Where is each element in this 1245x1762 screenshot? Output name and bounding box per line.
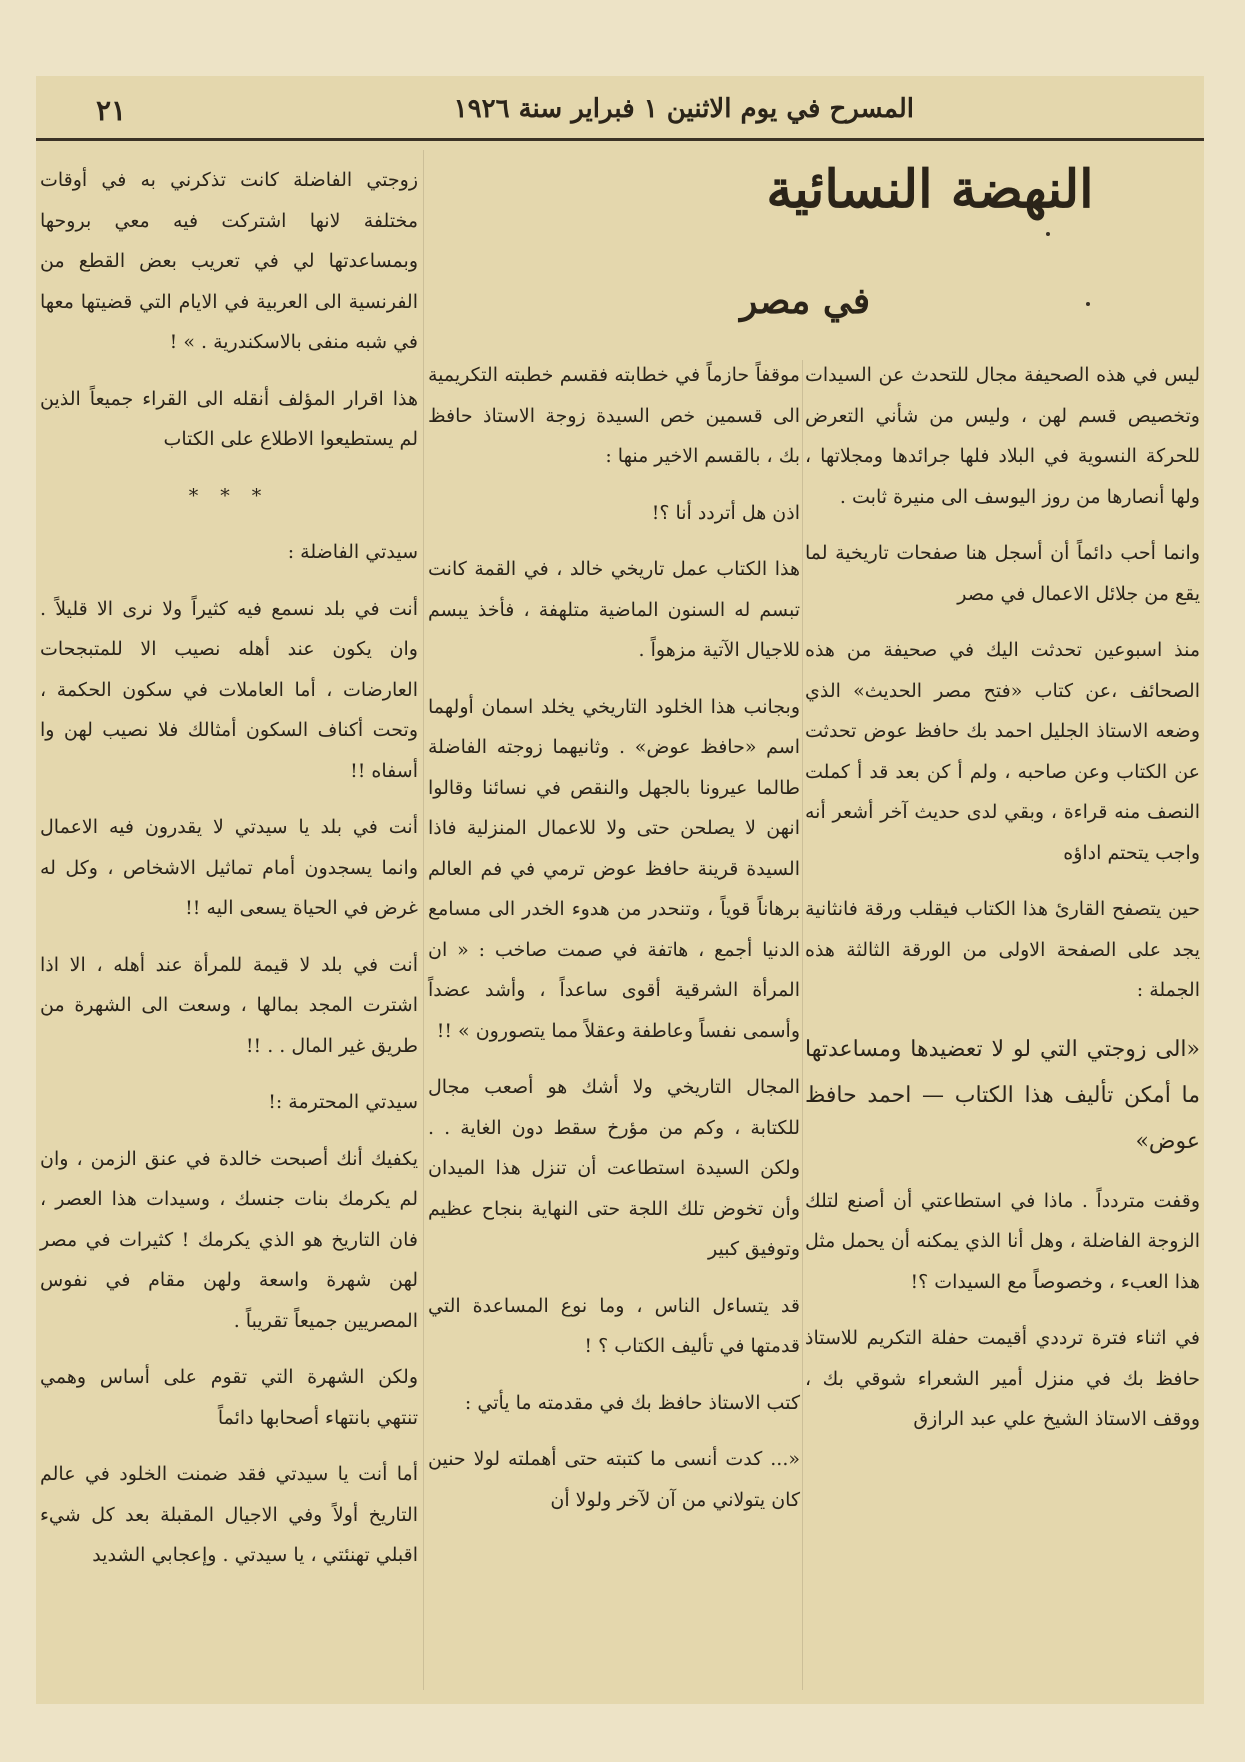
paragraph: هذا الكتاب عمل تاريخي خالد ، في القمة كانت تبسم له السنون الماضية متلهفة ، فأخذ يبسم للاجيال الآتية مزهواً . (428, 558, 800, 661)
paragraph: موقفاً حازماً في خطابته فقسم خطبته التكريمية الى قسمين خص السيدة زوجة الاستاذ حافظ بك ، بالقسم الاخير منها : (428, 364, 800, 467)
paragraph: المجال التاريخي ولا أشك هو أصعب مجال للكتابة ، وكم من مؤرخ سقط دون الغاية . . ولكن السيدة استطاعت أن تنزل هذا الميدان وأن تخوض تلك اللجة حتى النهاية بنجاح عظيم وتوفيق كبير (428, 1076, 800, 1260)
paragraph: كتب الاستاذ حافظ بك في مقدمته ما يأتي : (464, 1391, 800, 1414)
column-right (805, 355, 1200, 1456)
paragraph: ولكن الشهرة التي تقوم على أساس وهمي تنتهي بانتهاء أصحابها دائماً (40, 1366, 418, 1429)
paragraph: حين يتصفح القارئ هذا الكتاب فيقلب ورقة فانثانية يجد على الصفحة الاولى من الورقة الثالثة هذه الجملة : (805, 898, 1200, 1001)
paragraph: وقفت متردداً . ماذا في استطاعتي أن أصنع لتلك الزوجة الفاضلة ، وهل أنا الذي يمكنه أن يحمل مثل هذا العبء ، وخصوصاً مع السيدات ؟! (805, 1189, 1200, 1293)
running-head: المسرح في يوم الاثنين ١ فبراير سنة ١٩٢٦ (453, 94, 914, 124)
salutation: سيدتي الفاضلة : (287, 541, 418, 563)
paragraph: زوجتي الفاضلة كانت تذكرني به في أوقات مختلفة لانها اشتركت فيه معي بروحها وبمساعدتها لي في تعريب بعض القطع من الفرنسية الى العربية في الايام التي قضيتها معها في شبه منفى بالاسكندرية . » ! (40, 169, 418, 353)
column-gutter (423, 150, 424, 1690)
section-separator: * * * (188, 484, 270, 507)
column-gutter (802, 360, 803, 1690)
column-middle (428, 355, 800, 1536)
column-left (40, 160, 418, 1592)
paragraph: قد يتساءل الناس ، وما نوع المساعدة التي قدمتها في تأليف الكتاب ؟ ! (428, 1294, 800, 1357)
paragraph: أنت في بلد نسمع فيه كثيراً ولا نرى الا قليلاً . وان يكون عند أهله نصيب الا للمتبجحات العارضات ، أما العاملات في سكون الحكمة ، وتحت أكناف السكون أمثالك فلا نصيب لهن وا أسفاه !! (40, 597, 418, 782)
paragraph: «... كدت أنسى ما كتبته حتى أهملته لولا حنين كان يتولاني من آن لآخر ولولا أن (428, 1448, 800, 1511)
paragraph: يكفيك أنك أصبحت خالدة في عنق الزمن ، وان لم يكرمك بنات جنسك ، وسيدات هذا العصر ، فان التاريخ هو الذي يكرمك ! كثيرات في مصر لهن شهرة واسعة ولهن مقام في نفوس المصريين جميعاً تقريباً . (40, 1147, 418, 1332)
paragraph: هذا اقرار المؤلف أنقله الى القراء جميعاً الذين لم يستطيعوا الاطلاع على الكتاب (40, 387, 418, 450)
paragraph: أنت في بلد لا قيمة للمرأة عند أهله ، الا اذا اشترت المجد بمالها ، وسعت الى الشهرة من طريق غير المال . . !! (40, 953, 418, 1057)
salutation: سيدتي المحترمة :! (268, 1091, 418, 1113)
paragraph: منذ اسبوعين تحدثت اليك في صحيفة من هذه الصحائف ،عن كتاب «فتح مصر الحديث» الذي وضعه الاستاذ الجليل احمد بك حافظ عوض تحدثت عن الكتاب وعن صاحبه ، ولم أ كن بعد قد أ كملت النصف منه قراءة ، وبقي لدى حديث آخر أشعر أنه واجب يتحتم اداؤه (805, 639, 1200, 864)
paragraph: في اثناء فترة ترددي أقيمت حفلة التكريم للاستاذ حافظ بك في منزل أمير الشعراء شوقي بك ، ووقف الاستاذ الشيخ علي عبد الرازق (805, 1327, 1200, 1430)
page-number: ٢١ (96, 94, 127, 127)
ink-dot (1086, 302, 1090, 306)
paragraph: وانما أحب دائماً أن أسجل هنا صفحات تاريخية لما يقع من جلائل الاعمال في مصر (805, 542, 1200, 605)
ink-dot (1046, 232, 1050, 236)
article-subtitle: في مصر (739, 280, 871, 322)
paragraph: أنت في بلد يا سيدتي لا يقدرون فيه الاعمال وانما يسجدون أمام تماثيل الاشخاص ، وكل له غرض في الحياة يسعى اليه !! (40, 816, 418, 919)
article-title: النهضة النسائية (766, 159, 1094, 220)
dedication-quote: «الى زوجتي التي لو لا تعضيدها ومساعدتها ما أمكن تأليف هذا الكتاب — احمد حافظ عوض» (805, 1036, 1200, 1154)
paragraph: اذن هل أتردد أنا ؟! (651, 501, 800, 524)
header-rule (36, 138, 1204, 141)
paragraph: أما أنت يا سيدتي فقد ضمنت الخلود في عالم التاريخ أولاً وفي الاجيال المقبلة بعد كل شيء اقبلي تهنئتي ، يا سيدتي . وإعجابي الشديد (40, 1463, 418, 1566)
paragraph: ليس في هذه الصحيفة مجال للتحدث عن السيدات وتخصيص قسم لهن ، وليس من شأني التعرض للحركة النسوية في البلاد فلها جرائدها ومجلاتها ، ولها أنصارها من روز اليوسف الى منيرة ثابت . (805, 364, 1200, 508)
page-header (36, 88, 1204, 138)
paragraph: وبجانب هذا الخلود التاريخي يخلد اسمان أولهما اسم «حافظ عوض» . وثانيهما زوجته الفاضلة طالما عيرونا بالجهل والنقص في نسائنا وقالوا انهن لا يصلحن حتى ولا للاعمال المنزلية فاذا السيدة قرينة حافظ عوض ترمي في فم العالم برهاناً قوياً ، وتنحدر من هدوء الخدر الى مسامع الدنيا أجمع ، هاتفة في صمت صاخب : « ان المرأة الشرقية أقوى ساعداً ، وأشد عضداً وأسمى نفساً وعاطفة وعقلاً مما يتصورون » !! (428, 695, 800, 1042)
